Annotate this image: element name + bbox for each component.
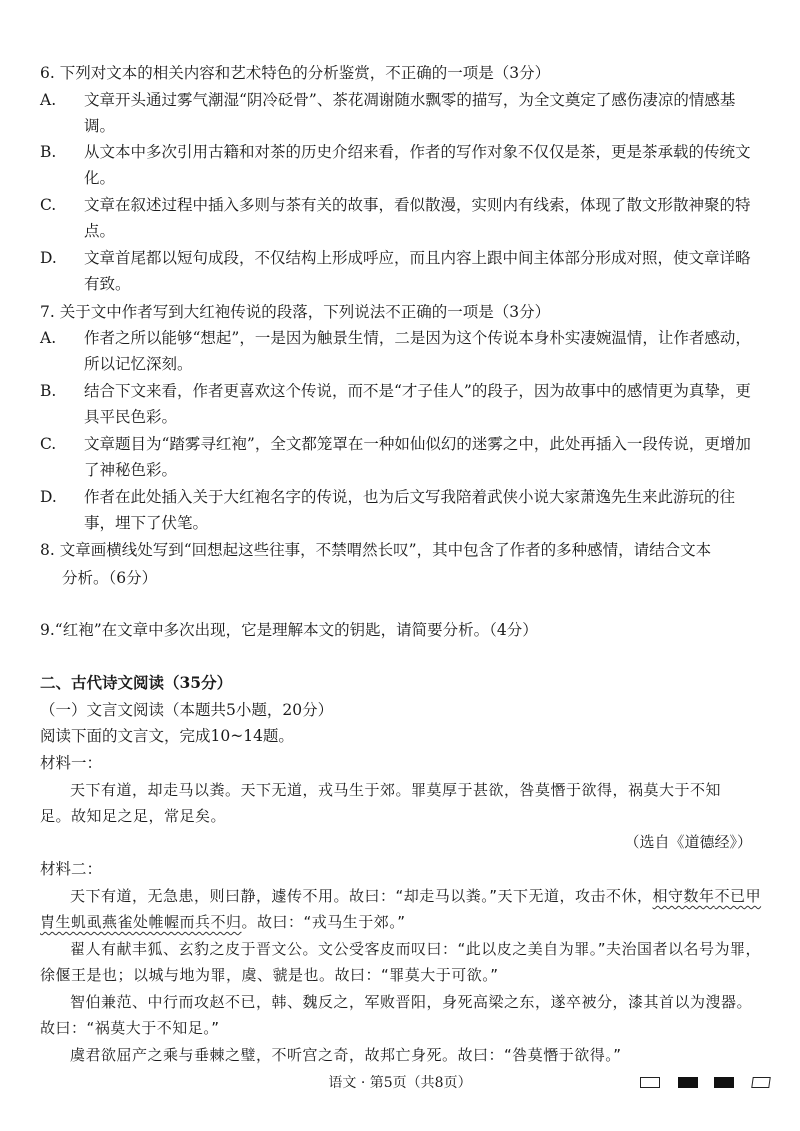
option-label: D. bbox=[40, 249, 57, 267]
option-label: B. bbox=[40, 382, 57, 400]
material-1-line2: 足。故知足之足，常足矣。 bbox=[40, 807, 227, 825]
q6-option-d bbox=[40, 245, 762, 297]
option-label: A. bbox=[40, 329, 57, 347]
option-text: 文章题目为“踏雾寻红袍”，全文都笼罩在一种如仙似幻的迷雾之中，此处再插入一段传说，更增加了神秘色彩。 bbox=[84, 435, 751, 479]
material-2-paragraph-4 bbox=[40, 1042, 762, 1068]
option-text: 文章开头通过雾气潮湿“阴冷砭骨”、茶花凋谢随水飘零的描写，为全文奠定了感伤凄凉的情感基调。 bbox=[84, 91, 736, 135]
q8-line2: 分析。（6分） bbox=[62, 569, 158, 587]
p1-wavy-underlined-1: 相守数年 bbox=[652, 887, 715, 905]
q7-option-b bbox=[40, 378, 762, 430]
page-footer: 语文 · 第5页（共8页） bbox=[328, 1075, 472, 1091]
q6-stem: 6. 下列对文本的相关内容和艺术特色的分析鉴赏，不正确的一项是（3分） bbox=[40, 64, 551, 82]
material-2-label: 材料二： bbox=[40, 860, 103, 878]
q7-option-a bbox=[40, 325, 762, 377]
material-2-paragraph-3 bbox=[40, 989, 762, 1041]
q7-option-d bbox=[40, 484, 762, 536]
option-label: A. bbox=[40, 91, 57, 109]
q7-stem: 7. 关于文中作者写到大红袍传说的段落，下列说法不正确的一项是（3分） bbox=[40, 303, 551, 321]
subsection-title: （一）文言文阅读（本题共5小题，20分） bbox=[40, 701, 334, 719]
material-2-paragraph-1 bbox=[40, 883, 762, 935]
option-text: 文章在叙述过程中插入多则与茶有关的故事，看似散漫，实则内有线索，体现了散文形散神聚的特点。 bbox=[84, 196, 751, 240]
filled-box-mark-icon bbox=[714, 1077, 734, 1088]
q6-option-b bbox=[40, 139, 762, 191]
option-text: 作者之所以能够“想起”，一是因为触景生情，二是因为这个传说本身朴实凄婉温情，让作者感动，所以记忆深刻。 bbox=[84, 329, 751, 373]
option-text: 从文本中多次引用古籍和对茶的历史介绍来看，作者的写作对象不仅仅是茶，更是茶承载的传统文化。 bbox=[84, 143, 751, 187]
option-text: 作者在此处插入关于大红袍名字的传说，也为后文写我陪着武侠小说大家萧逸先生来此游玩的往事，埋下了伏笔。 bbox=[84, 488, 736, 532]
material-1-line1 bbox=[40, 777, 762, 803]
option-label: C. bbox=[40, 196, 57, 214]
open-skewed-box-mark-icon bbox=[751, 1077, 771, 1088]
material-1-text-1: 天下有道，却走马以粪。天下无道，戎马生于郊。罪莫厚于甚欲，咎莫憯于欲得，祸莫大于不知 bbox=[70, 781, 722, 799]
reading-intro: 阅读下面的文言文，完成10~14题。 bbox=[40, 727, 294, 745]
p2-text: 翟人有献丰狐、玄豹之皮于晋文公。文公受客皮而叹曰：“此以皮之美自为罪。”夫治国者以名号为罪，徐偃王是也；以城与地为罪，虞、虢是也。故曰：“罪莫大于可欲。” bbox=[40, 940, 762, 984]
p1-wavy-underlined-2: 不已甲胄生虮虱燕雀处帷幄而兵不归 bbox=[40, 887, 762, 931]
option-label: B. bbox=[40, 143, 57, 161]
q8-line1: 8. 文章画横线处写到“回想起这些往事，不禁喟然长叹”，其中包含了作者的多种感情，请结合文本 bbox=[40, 541, 712, 559]
filled-box-mark-icon bbox=[678, 1077, 698, 1088]
option-label: D. bbox=[40, 488, 57, 506]
p3-text: 智伯兼范、中行而攻赵不已，韩、魏反之，军败晋阳，身死高梁之东，遂卒被分，漆其首以为溲器。故曰：“祸莫大于不知足。” bbox=[40, 993, 753, 1037]
section-title: 二、古代诗文阅读（35分） bbox=[40, 673, 233, 692]
q7-option-c bbox=[40, 431, 762, 483]
material-1-source: （选自《道德经》） bbox=[624, 833, 752, 851]
material-1-label: 材料一： bbox=[40, 754, 103, 772]
q9-stem: 9.“红袍”在文章中多次出现，它是理解本文的钥匙，请简要分析。（4分） bbox=[40, 621, 538, 639]
option-text: 结合下文来看，作者更喜欢这个传说，而不是“才子佳人”的段子，因为故事中的感情更为真挚，更具平民色彩。 bbox=[84, 382, 751, 426]
open-box-mark-icon bbox=[640, 1077, 660, 1088]
p1-text-b: 。故曰：“戎马生于郊。” bbox=[241, 913, 406, 931]
material-2-paragraph-2 bbox=[40, 936, 762, 988]
p4-text: 虞君欲屈产之乘与垂棘之璧，不听宫之奇，故邦亡身死。故曰：“咎莫憯于欲得。” bbox=[70, 1046, 622, 1064]
q6-option-a bbox=[40, 87, 762, 139]
q6-option-c bbox=[40, 192, 762, 244]
option-text: 文章首尾都以短句成段，不仅结构上形成呼应，而且内容上跟中间主体部分形成对照，使文章详略有致。 bbox=[84, 249, 751, 293]
p1-text-a: 天下有道，无急患，则曰静，遽传不用。故曰：“却走马以粪。”天下无道，攻击不休， bbox=[70, 887, 653, 905]
option-label: C. bbox=[40, 435, 57, 453]
